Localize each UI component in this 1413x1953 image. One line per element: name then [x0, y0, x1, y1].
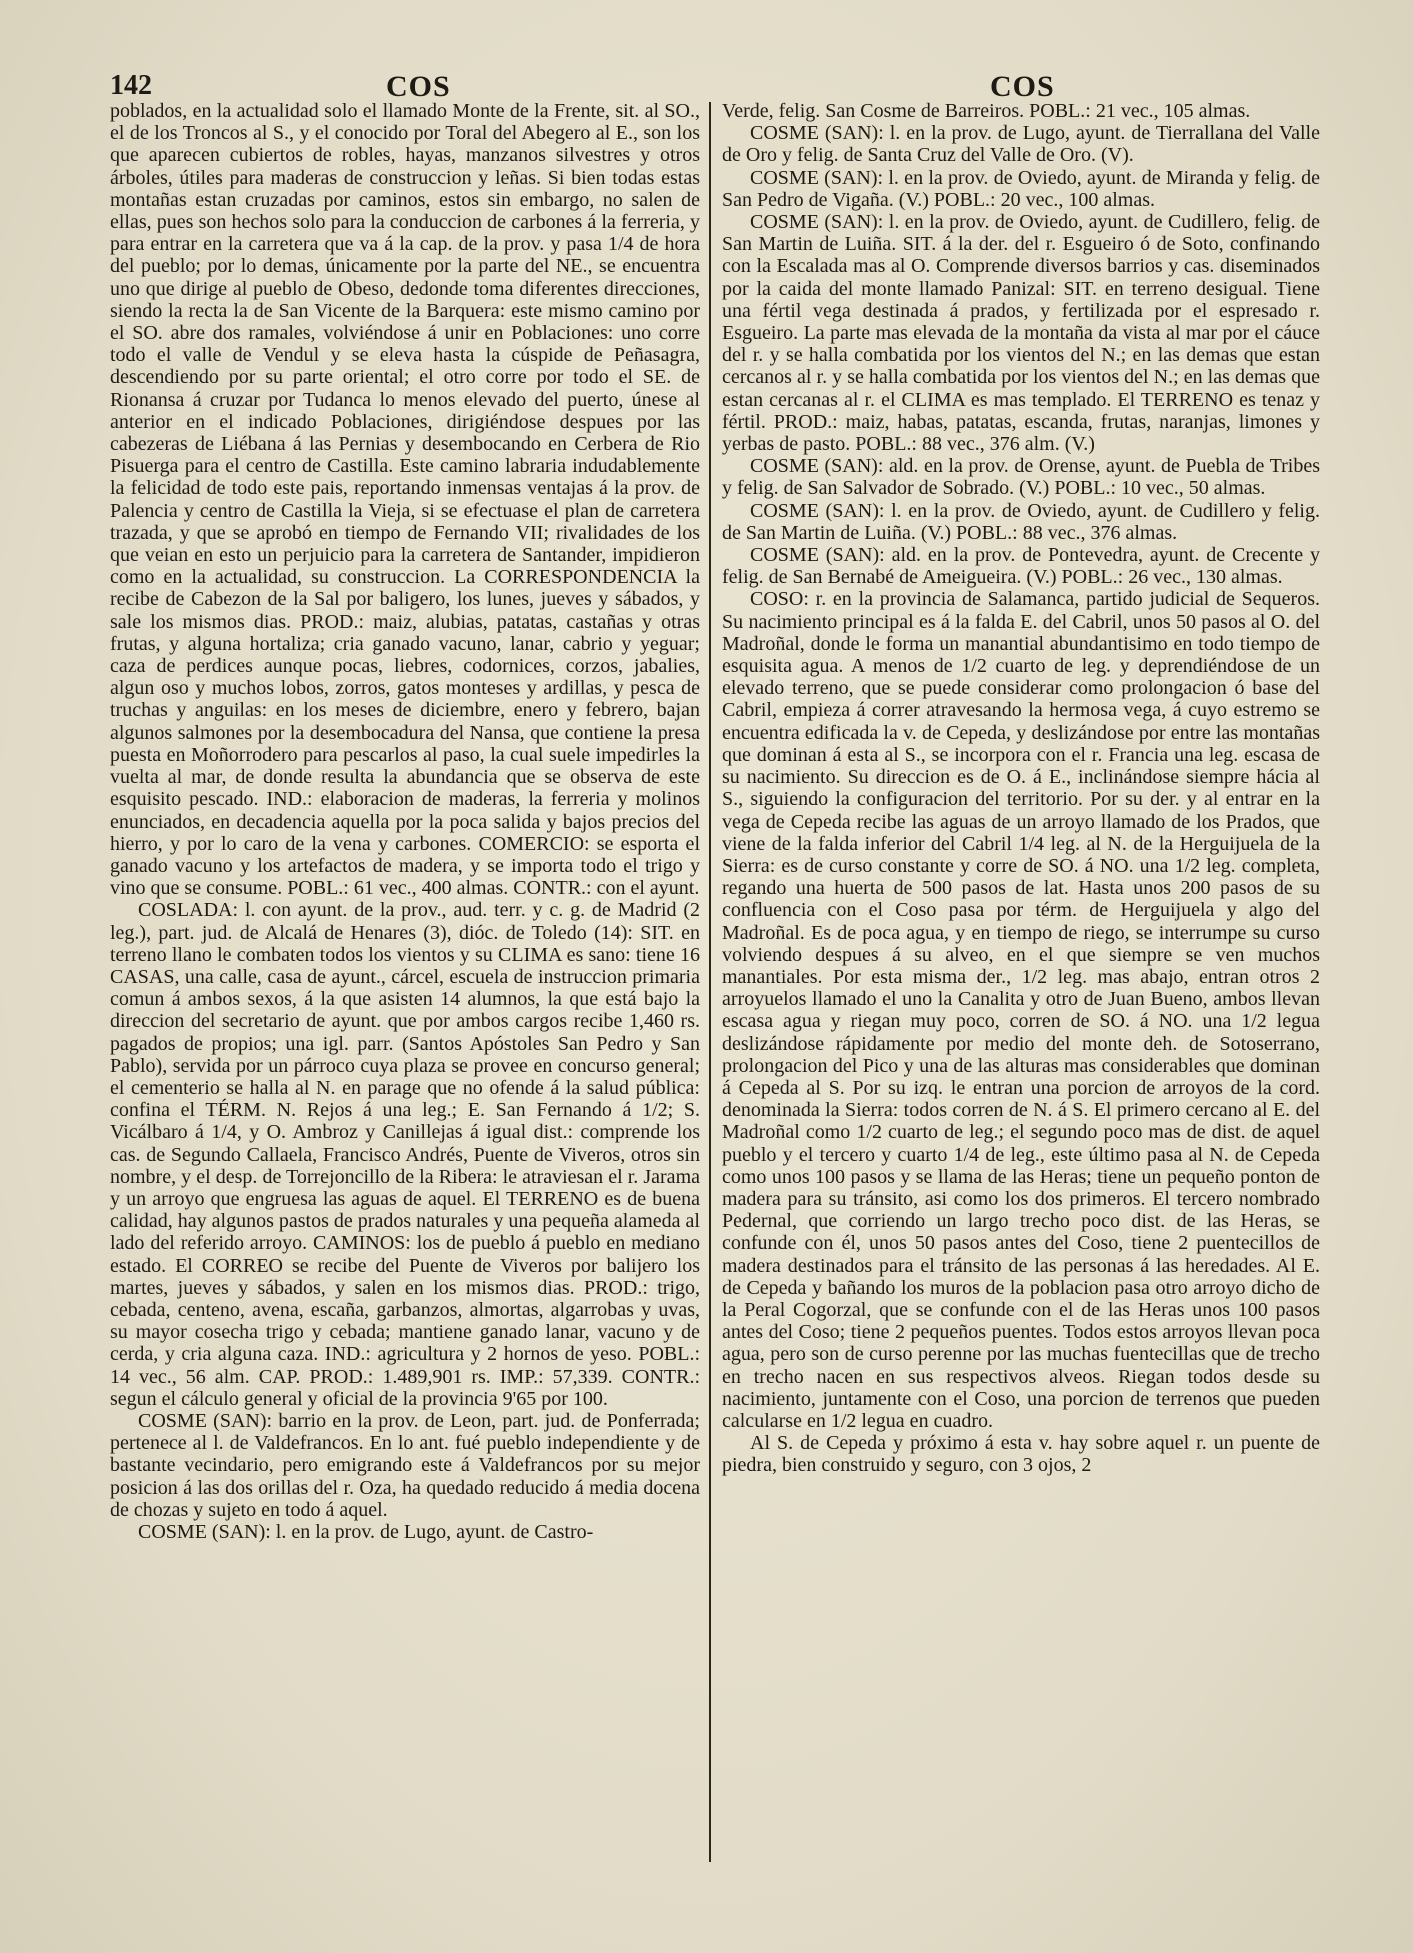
entry-cosme-orense: COSME (SAN): ald. en la prov. de Orense, ayunt. de Puebla de Tribes y felig. de San Salvador de Sobrado. (V.) POBL.: 10 vec., 50 almas. [722, 455, 1320, 500]
left-column [110, 100, 700, 1880]
entry-cosme-leon: COSME (SAN): barrio en la prov. de Leon, part. jud. de Ponferrada; pertenece al l. de Valdefrancos. En lo ant. fué pueblo independiente y de bastante vecindario, pero emigrando este á Valdefrancos por su mejor posicion á las dos orillas del r. Oza, ha quedado reducido á media docena de chozas y sujeto en todo á aquel. [110, 1409, 700, 1521]
entry-cosme-lugo-castroverde: COSME (SAN): l. en la prov. de Lugo, ayunt. de Castro- [138, 1521, 594, 1543]
entry-cosme-oviedo-cudillero: COSME (SAN): l. en la prov. de Oviedo, ayunt. de Cudillero, felig. de San Martin de Luiña. SIT. á la der. del r. Esgueiro ó de Soto, confinando con la Escalada mas al O. Comprende diversos barrios y cas. diseminados por la caida del monte llamado Panizal: SIT. en terreno desigual. Tiene una fértil vega destinada á prados, y fertilizada por el espresado r. Esgueiro. La parte mas elevada de la montaña da vista al mar por el cáuce del r. y se halla combatida por los vientos del N.; en las demas que estan cercanos al r. y se halla combatida por los vientos del N.; en las demas que estan cercanas al r. el CLIMA es mas templado. El TERRENO es tenaz y fértil. PROD.: maiz, habas, patatas, escanda, frutas, naranjas, limones y yerbas de pasto. POBL.: 88 vec., 376 alm. (V.) [722, 211, 1320, 456]
running-head-right: COS [990, 70, 1055, 103]
entry-coslada: COSLADA: l. con ayunt. de la prov., aud. terr. y c. g. de Madrid (2 leg.), part. jud. de Alcalá de Henares (3), dióc. de Toledo (14): SIT. en terreno llano le combaten todos los vientos y su CLIMA es sano: tiene 16 CASAS, una calle, casa de ayunt., cárcel, escuela de instruccion primaria comun á ambos sexos, á la que asisten 14 alumnos, la que está bajo la direccion del secretario de ayunt. que por ambos cargos recibe 1,460 rs. pagados de propios; una igl. parr. (Santos Apóstoles San Pedro y San Pablo), servida por un párroco cuya plaza se provee en concurso general; el cementerio se halla al N. en parage que no ofende á la salud pública: confina el TÉRM. N. Rejos á una leg.; E. San Fernando á 1/2; S. Vicálbaro á 1/4, y O. Ambroz y Canillejas á igual dist.: comprende los cas. de Segundo Callaela, Francisco Andrés, Puente de Viveros, otros sin nombre, y el desp. de Torrejoncillo de la Ribera: le atraviesan el r. Jarama y un arroyo que engruesa las aguas de aquel. El TERRENO es de buena calidad, hay algunos pastos de prados naturales y una pequeña alameda al lado del referido arroyo. CAMINOS: los de pueblo á pueblo en mediano estado. El CORREO se recibe del Puente de Viveros por balijero los martes, jueves y sábados, y salen en los mismos dias. PROD.: trigo, cebada, centeno, avena, escaña, garbanzos, almortas, algarrobas y uvas, su mayor cosecha trigo y cebada; mantiene ganado lanar, vacuno y de cerda, y cria alguna caza. IND.: agricultura y 2 hornos de yeso. POBL.: 14 vec., 56 alm. CAP. PROD.: 1.489,901 rs. IMP.: 57,339. CONTR.: segun el cálculo general y oficial de la provincia 9'65 por 100. [110, 899, 700, 1410]
right-column [722, 100, 1320, 1880]
entry-cosme-oviedo-cudillero-2: COSME (SAN): l. en la prov. de Oviedo, ayunt. de Cudillero y felig. de San Martin de Luiña. (V.) POBL.: 88 vec., 376 almas. [722, 499, 1320, 544]
entry-coso-continued: Al S. de Cepeda y próximo á esta v. hay sobre aquel r. un puente de piedra, bien construido y seguro, con 3 ojos, 2 [722, 1432, 1320, 1477]
paragraph: poblados, en la actualidad solo el llamado Monte de la Frente, sit. al SO., el de los Troncos al S., y el conocido por Toral del Abegero al E., son los que aparecen cubiertos de robles, hayas, manzanos silvestres y otros árboles, útiles para maderas de construccion y leñas. Si bien todas estas montañas estan cruzadas por caminos, estos sin embargo, no salen de ellas, pues son hechos solo para la conduccion de carbones á la ferreria, y para entrar en la carretera que va á la cap. de la prov. y pasa 1/4 de hora del pueblo; por lo demas, únicamente por la parte del NE., se encuentra uno que dirige al pueblo de Obeso, dedonde toma diferentes direcciones, siendo la recta la de San Vicente de la Barquera: este mismo camino por el SO. abre dos ramales, volviéndose á unir en Poblaciones: uno corre todo el valle de Vendul y se eleva hasta la cúspide de Peñasagra, descendiendo por su parte oriental; el otro corre por todo el SE. de Rionansa á cruzar por Tudanca lo menos elevado del puerto, únese al anterior en el indicado Poblaciones, dirigiéndose despues por las cabezeras de Liébana á las Pernias y desembocando en Cerbera de Rio Pisuerga para el centro de Castilla. Este camino labraria indudablemente la felicidad de todo este pais, reportando inmensas ventajas á la prov. de Palencia y centro de Castilla la Vieja, si se efectuase el plan de carretera trazada, y que se aprobó en tiempo de Fernando VII; rivalidades de los que veian en esto un perjuicio para la carretera de Santander, impidieron como en la actualidad, su construccion. La CORRESPONDENCIA la recibe de Cabezon de la Sal por baligero, los lunes, jueves y sábados, y sale los mismos dias. PROD.: maiz, alubias, patatas, castañas y otras frutas, y alguna hortaliza; cria ganado vacuno, lanar, cabrio y yeguar; caza de perdices aunque pocas, liebres, codornices, corzos, jabalies, algun oso y muchos lobos, zorros, gatos monteses y ardillas, y pesca de truchas y anguilas: en los meses de diciembre, enero y febrero, bajan algunos salmones por la desembocadura del Nansa, que contiene la presa puesta en Moñorrodero para pescarlos al paso, la cual suele impedirles la vuelta al mar, de donde resulta la abundancia que se observa de este esquisito pescado. IND.: elaboracion de maderas, la ferreria y molinos enunciados, en decadencia aquella por la poca salida y bajos precios del hierro, y por lo caro de la vena y carbones. COMERCIO: se esporta el ganado vacuno y los artefactos de madera, y se importa todo el trigo y vino que se consume. POBL.: 61 vec., 400 almas. CONTR.: con el ayunt. [110, 100, 700, 900]
paragraph: Verde, felig. San Cosme de Barreiros. POBL.: 21 vec., 105 almas. [722, 100, 1251, 122]
entry-cosme-pontevedra: COSME (SAN): ald. en la prov. de Pontevedra, ayunt. de Crecente y felig. de San Bernabé de Ameigueira. (V.) POBL.: 26 vec., 130 almas. [722, 544, 1320, 589]
column-divider [709, 102, 711, 1862]
entry-cosme-oviedo-miranda: COSME (SAN): l. en la prov. de Oviedo, ayunt. de Miranda y felig. de San Pedro de Vigaña. (V.) POBL.: 20 vec., 100 almas. [722, 166, 1320, 211]
running-head-left: COS [386, 70, 451, 103]
page-number: 142 [110, 70, 152, 101]
entry-coso: COSO: r. en la provincia de Salamanca, partido judicial de Sequeros. Su nacimiento principal es á la falda E. del Cabril, unos 50 pasos al O. del Madroñal, donde le forma un manantial abundantisimo en todo tiempo de esquisita agua. A menos de 1/2 cuarto de leg. y deprendiéndose de un elevado terreno, que se puede considerar como prolongacion ó base del Cabril, empieza á correr atravesando la hermosa vega, á cuyo estremo se encuentra edificada la v. de Cepeda, y deslizándose por entre las montañas que dominan á esta al S., se incorpora con el r. Francia una leg. escasa de su nacimiento. Su direccion es de O. á E., inclinándose siempre hácia al S., siguiendo la configuracion del territorio. Por su der. y al entrar en la vega de Cepeda recibe las aguas de un arroyo llamado de los Prados, que viene de la falda inferior del Cabril 1/4 leg. al N. de la Herguijuela de la Sierra: es de curso constante y corre de SO. á NO. una 1/2 leg. completa, regando una huerta de 500 pasos de lat. Hasta unos 200 pasos de su confluencia con el Coso pasa por térm. de Herguijuela y algo del Madroñal. Es de poca agua, y en tiempo de riego, se interrumpe su curso volviendo despues á su alveo, en el que siempre se ven muchos manantiales. Por esta misma der., 1/2 leg. mas abajo, entran otros 2 arroyuelos llamado el uno la Canalita y otro de Juan Bueno, ambos llevan escasa agua y riegan muy poco, corren de SO. á NO. una 1/2 legua deslizándose rápidamente por medio del monte deh. de Sotoserrano, prolongacion del Pico y una de las alturas mas considerables que dominan á Cepeda al S. Por su izq. le entran una porcion de arroyos de la cord. denominada la Sierra: todos corren de N. á S. El primero cercano al E. del Madroñal como 1/2 cuarto de leg.; el segundo poco mas de dist. de aquel pueblo y el tercero y cuarto 1/4 de leg., este último pasa al N. de Cepeda como unos 100 pasos y se llama de las Heras; tiene un pequeño ponton de madera para su tránsito, asi como los dos primeros. El tercero nombrado Pedernal, que corriendo un largo trecho poco dist. de las Heras, se confunde con él, unos 50 pasos antes del Coso, tiene 2 puentecillos de madera destinados para el tránsito de las personas á las heredades. Al E. de Cepeda y bañando los muros de la poblacion pasa otro arroyo dicho de la Peral Cogorzal, que se confunde con el de las Heras unos 100 pasos antes del Coso; tiene 2 pequeños puentes. Todos estos arroyos llevan poca agua, pero son de curso perenne por las muchas fuentecillas que de trecho en trecho nacen en sus respectivos alveos. Riegan todos desde su nacimiento, juntamente con el Coso, una porcion de terrenos que pueden calcularse en 1/2 legua en cuadro. [722, 588, 1320, 1432]
entry-cosme-lugo-tierrallana: COSME (SAN): l. en la prov. de Lugo, ayunt. de Tierrallana del Valle de Oro y felig. de Santa Cruz del Valle de Oro. (V). [722, 122, 1320, 167]
